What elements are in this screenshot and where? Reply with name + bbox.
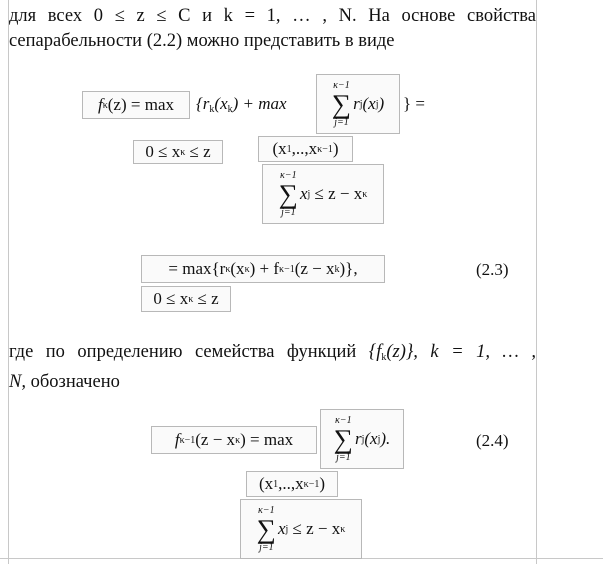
eq3-sum-upper: κ−1 xyxy=(335,414,352,426)
eq3-cons-sum-tail-sub: κ xyxy=(340,523,346,535)
eq3-sum-sign xyxy=(334,416,353,463)
eq1-constraint-box xyxy=(133,140,223,164)
eq3-cons-sum-upper: κ−1 xyxy=(258,504,275,516)
eq1-mid-sub: k xyxy=(209,104,215,115)
eq2-body-d-sub: k xyxy=(334,263,340,275)
eq1-cons-sum-upper: κ−1 xyxy=(280,169,297,181)
eq2-body-close: )}, xyxy=(339,259,358,278)
eq1-lhs-arg: (z) = max xyxy=(107,95,174,114)
eq1-constraint-a: 0 ≤ x xyxy=(145,142,181,161)
eq2-body-c-sub: κ−1 xyxy=(279,263,295,275)
eq3-cons-sum-tail: ≤ z − x xyxy=(292,519,341,538)
paragraph-2-func-open: {f xyxy=(368,342,382,362)
eq2-constraint-box xyxy=(141,286,231,312)
eq3-sum-body-tail-sub: j xyxy=(377,433,381,445)
paragraph-2-line-2 xyxy=(9,370,536,395)
eq1-mid-r: {r xyxy=(196,94,210,113)
eq1-sum-body-tail: (x xyxy=(362,94,376,113)
paragraph-2 xyxy=(9,340,536,395)
eq3-lhs-a: (z − x xyxy=(195,430,236,449)
eq1-lhs-box xyxy=(82,91,190,119)
eq1-mid-close: ) + max xyxy=(232,94,287,113)
eq3-vars-close: ) xyxy=(319,474,326,493)
eq1-mid xyxy=(196,94,287,115)
eq1-mid-tail: (x xyxy=(214,94,228,113)
eq2-body-box xyxy=(141,255,385,283)
eq1-mid-tail-sub: k xyxy=(227,104,233,115)
eq3-sum-lower: j=1 xyxy=(336,451,351,463)
eq1-cons-sum-lower: j=1 xyxy=(281,206,296,218)
paragraph-2-line-1 xyxy=(9,340,536,370)
eq1-vars-sub2: κ−1 xyxy=(317,143,333,155)
eq3-lhs-a-sub: κ xyxy=(235,434,241,446)
eq1-vars-open: (x xyxy=(272,139,287,158)
eq3-sum-body-close: ). xyxy=(380,429,391,448)
left-margin-rule xyxy=(8,0,9,564)
paragraph-2-range: k = 1, … , xyxy=(430,342,537,362)
eq2-number: (2.3) xyxy=(476,260,509,279)
eq1-sum-body-close: ) xyxy=(378,94,385,113)
eq3-cons-sum-body: x xyxy=(277,519,286,538)
eq3-sum-body: r xyxy=(354,429,362,448)
eq2-body-d: (z − x xyxy=(294,259,335,278)
right-margin-rule xyxy=(536,0,537,564)
eq1-cons-sum-tail-sub: κ xyxy=(362,188,368,200)
eq3-number: (2.4) xyxy=(476,431,509,450)
eq1-sum-body-sub: j xyxy=(359,98,363,110)
eq1-cons-sum-box xyxy=(262,164,384,224)
eq2-body-sub: κ xyxy=(225,263,231,275)
eq1-sum-body: r xyxy=(353,94,360,113)
eq1-vars-sub1: 1 xyxy=(286,143,292,155)
eq3-lhs-box xyxy=(151,426,317,454)
eq1-sum-body-tail-sub: j xyxy=(375,98,379,110)
eq1-cons-sum-sign xyxy=(279,171,298,218)
eq3-vars-sub1: 1 xyxy=(273,478,279,490)
eq2-body-a: = max{r xyxy=(168,259,226,278)
eq3-cons-sum-body-sub: j xyxy=(285,523,289,535)
eq1-cons-sum-body-sub: j xyxy=(307,188,311,200)
eq1-sum-sign xyxy=(332,81,351,128)
eq1-vars-box xyxy=(258,136,353,162)
sigma-icon: ∑ xyxy=(333,423,353,454)
paragraph-1-line-2: сепарабельности (2.2) можно представить в виде xyxy=(9,31,395,51)
eq3-vars-box xyxy=(246,471,338,497)
eq3-sum-body-sub: j xyxy=(361,433,365,445)
eq3-lhs-f: f xyxy=(174,430,180,449)
eq1-sum-upper: κ−1 xyxy=(333,79,350,91)
eq3-vars-sub2: κ−1 xyxy=(303,478,320,490)
paragraph-2-func-close: (z)}, xyxy=(386,342,418,362)
eq1-vars-mid: ,..,x xyxy=(291,139,318,158)
eq1-constraint-tail: ≤ z xyxy=(189,142,211,161)
sigma-icon: ∑ xyxy=(331,88,352,119)
paragraph-2-text-a: где по определению семейства функций xyxy=(9,342,357,362)
eq2-constraint-tail: ≤ z xyxy=(197,289,219,308)
eq3-vars-mid: ,..,x xyxy=(278,474,304,493)
paragraph-2-text-b: обозначено xyxy=(30,372,120,392)
eq1-sum-box xyxy=(316,74,400,134)
eq2-constraint-a: 0 ≤ x xyxy=(153,289,189,308)
paragraph-1 xyxy=(9,4,536,54)
eq1-sum-lower: j=1 xyxy=(334,116,349,128)
eq2-body-c: ) + f xyxy=(249,259,280,278)
eq3-sum-body-tail: (x xyxy=(364,429,378,448)
paragraph-2-n: N, xyxy=(9,372,26,392)
eq3-cons-sum-box xyxy=(240,499,362,559)
eq2-body-b: (x xyxy=(230,259,245,278)
eq1-close: } = xyxy=(403,94,425,113)
paragraph-2-func-sub: k xyxy=(381,352,387,363)
sigma-icon: ∑ xyxy=(256,513,276,544)
eq1-constraint-sub: κ xyxy=(180,146,186,158)
eq3-lhs-b: ) = max xyxy=(240,430,294,449)
sigma-icon: ∑ xyxy=(278,178,298,209)
paragraph-1-line-1: для всех 0 ≤ z ≤ C и k = 1, … , N. На основе свойства xyxy=(9,6,536,26)
eq1-cons-sum-body: x xyxy=(299,184,308,203)
eq1-lhs-sub: κ xyxy=(102,99,108,111)
eq1-vars-close: ) xyxy=(332,139,339,158)
eq2-body-b-sub: κ xyxy=(244,263,250,275)
eq3-cons-sum-lower: j=1 xyxy=(259,541,274,553)
eq3-sum-box xyxy=(320,409,404,469)
eq2-constraint-sub: κ xyxy=(188,293,194,305)
eq1-cons-sum-tail: ≤ z − x xyxy=(314,184,363,203)
eq3-lhs-sub: κ−1 xyxy=(179,434,196,446)
eq1-lhs-f: f xyxy=(97,95,103,114)
eq3-vars-open: (x xyxy=(258,474,274,493)
eq3-cons-sum-sign xyxy=(257,506,276,553)
